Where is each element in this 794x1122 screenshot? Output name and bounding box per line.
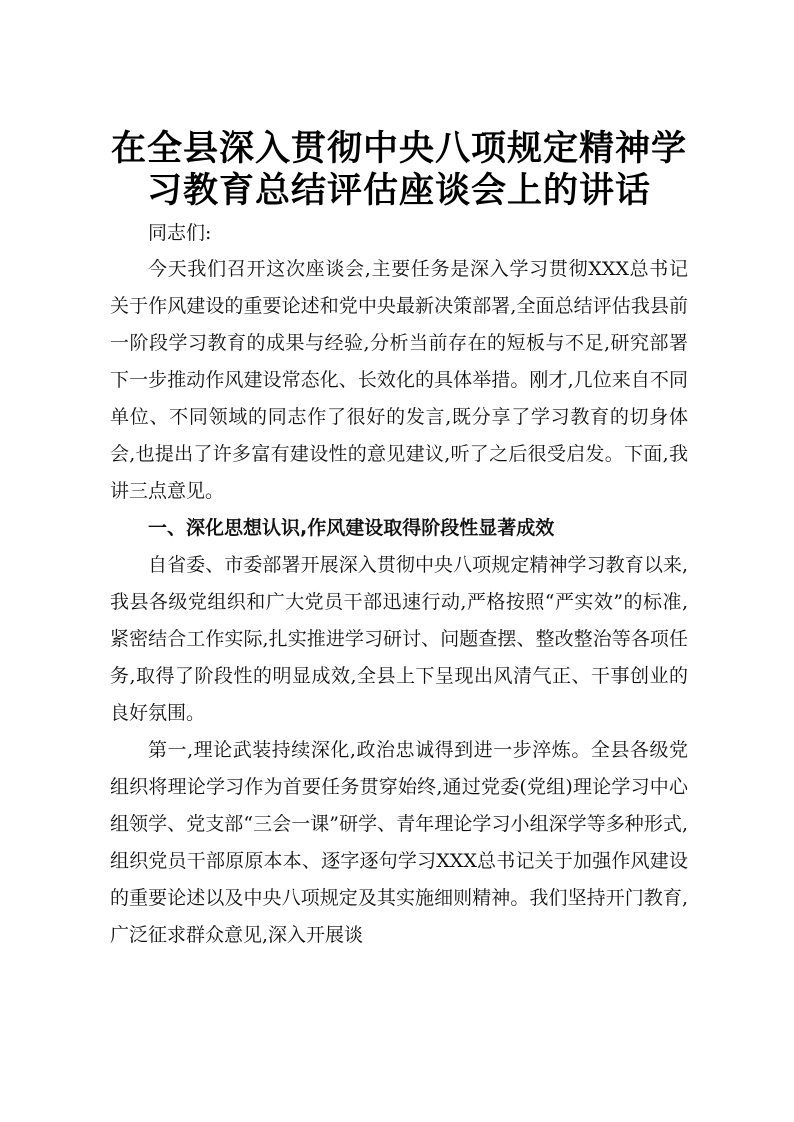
point-1-paragraph: 第一,理论武装持续深化,政治忠诚得到进一步淬炼。全县各级党组织将理论学习作为首要任务贯穿始终,通过党委(党组)理论学习中心组领学、党支部“三会一课”研学、青年理论学习小组深学等多种形式,组织党员干部原原本本、逐字逐句学习XXX总书记关于加强作风建设的重要论述以及中央八项规定及其实施细则精神。我们坚持开门教育,广泛征求群众意见,深入开展谈: [110, 739, 688, 946]
greeting: 同志们:: [148, 222, 212, 244]
document-page: [110, 128, 688, 954]
intro-paragraph: 今天我们召开这次座谈会,主要任务是深入学习贯彻XXX总书记关于作风建设的重要论述和党中央最新决策部署,全面总结评估我县前一阶段学习教育的成果与经验,分析当前存在的短板与不足,研究部署下一步推动作风建设常态化、长效化的具体举措。刚才,几位来自不同单位、不同领域的同志作了很好的发言,既分享了学习教育的切身体会,也提出了许多富有建设性的意见建议,听了之后很受启发。下面,我讲三点意见。: [110, 258, 688, 502]
document-title: [110, 128, 688, 212]
title-line-1: 在全县深入贯彻中央八项规定精神学: [110, 129, 687, 169]
section-1-heading: 一、深化思想认识,作风建设取得阶段性显著成效: [148, 517, 555, 539]
section-1-body-paragraph: 自省委、市委部署开展深入贯彻中央八项规定精神学习教育以来,我县各级党组织和广大党员干部迅速行动,严格按照“严实效”的标准,紧密结合工作实际,扎实推进学习研讨、问题查摆、整改整治等各项任务,取得了阶段性的明显成效,全县上下呈现出风清气正、干事创业的良好氛围。: [110, 554, 688, 724]
title-line-2: 习教育总结评估座谈会上的讲话: [146, 171, 651, 211]
